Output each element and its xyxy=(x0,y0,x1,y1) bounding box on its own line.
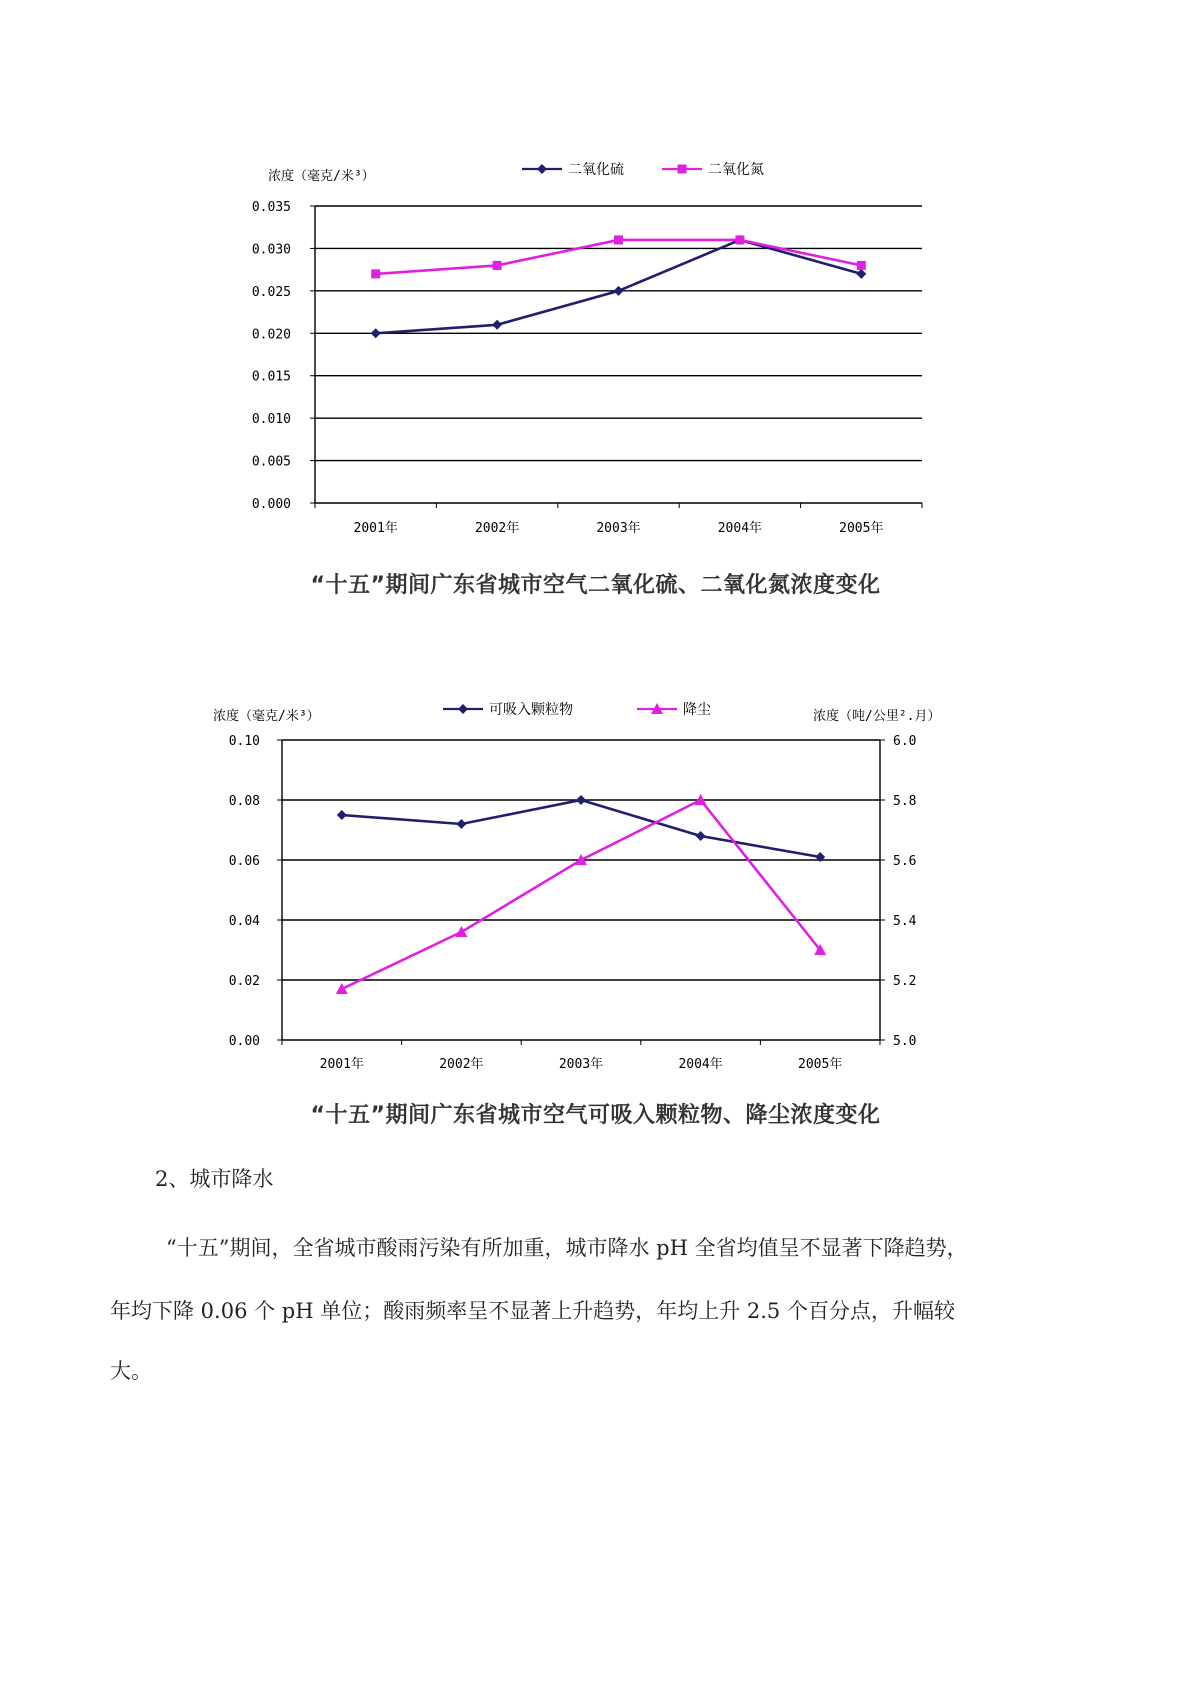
y2-axis-unit-label: 浓度（吨/公里².月） xyxy=(813,709,941,724)
y-tick-label: 0.020 xyxy=(251,327,291,343)
x-tick-label: 2003年 xyxy=(558,1057,604,1072)
legend-label: 降尘 xyxy=(683,702,711,718)
x-tick-label: 2001年 xyxy=(319,1057,364,1072)
y2-tick-label: 5.8 xyxy=(893,794,917,809)
y2-tick-label: 5.4 xyxy=(893,914,917,929)
legend-label: 二氧化氮 xyxy=(708,162,764,178)
paragraph-line-3: 大。 xyxy=(110,1359,152,1383)
data-point xyxy=(337,810,347,820)
x-tick-label: 2001年 xyxy=(353,521,398,536)
y2-tick-label: 6.0 xyxy=(893,734,917,749)
y-tick-label: 0.06 xyxy=(228,854,260,869)
y2-tick-label: 5.6 xyxy=(893,854,917,869)
data-point xyxy=(576,795,586,805)
y-tick-label: 0.030 xyxy=(251,242,291,258)
data-point xyxy=(456,819,466,829)
y-tick-label: 0.010 xyxy=(251,412,291,428)
x-tick-label: 2004年 xyxy=(717,521,763,536)
section-heading: 2、城市降水 xyxy=(155,1167,274,1191)
data-point xyxy=(336,983,348,994)
y-tick-label: 0.015 xyxy=(251,369,291,385)
legend-marker xyxy=(458,704,468,714)
legend-label: 可吸入颗粒物 xyxy=(489,702,573,718)
y-tick-label: 0.02 xyxy=(228,974,260,989)
series-line xyxy=(342,800,820,989)
chart1-caption: “十五”期间广东省城市空气二氧化硫、二氧化氮浓度变化 xyxy=(310,573,881,598)
y-axis-unit-label: 浓度（毫克/米³） xyxy=(268,169,375,184)
legend-label: 二氧化硫 xyxy=(568,162,624,178)
y-tick-label: 0.08 xyxy=(228,794,260,809)
series-line xyxy=(342,800,820,857)
x-tick-label: 2002年 xyxy=(439,1057,484,1072)
y-tick-label: 0.00 xyxy=(228,1034,260,1049)
chart2-caption: “十五”期间广东省城市空气可吸入颗粒物、降尘浓度变化 xyxy=(310,1103,881,1128)
y-tick-label: 0.04 xyxy=(228,914,260,929)
paragraph-line-1: “十五”期间，全省城市酸雨污染有所加重，城市降水 pH 全省均值呈不显著下降趋势， xyxy=(166,1236,968,1260)
y-axis-unit-label: 浓度（毫克/米³） xyxy=(213,709,320,724)
y-tick-label: 0.035 xyxy=(251,200,291,215)
x-tick-label: 2002年 xyxy=(474,521,520,536)
y2-tick-label: 5.0 xyxy=(893,1034,917,1049)
x-tick-label: 2003年 xyxy=(596,521,641,536)
x-tick-label: 2004年 xyxy=(678,1057,723,1072)
data-point xyxy=(455,926,467,937)
paragraph-line-2: 年均下降 0.06 个 pH 单位；酸雨频率呈不显著上升趋势，年均上升 2.5 个百分点，升幅较 xyxy=(110,1299,955,1323)
x-tick-label: 2005年 xyxy=(839,521,884,536)
y-tick-label: 0.000 xyxy=(251,497,291,512)
y-tick-label: 0.005 xyxy=(251,454,291,470)
y-tick-label: 0.025 xyxy=(251,284,291,300)
y-tick-label: 0.10 xyxy=(228,734,260,749)
data-point xyxy=(696,831,706,841)
x-tick-label: 2005年 xyxy=(798,1057,843,1072)
y2-tick-label: 5.2 xyxy=(893,974,917,989)
